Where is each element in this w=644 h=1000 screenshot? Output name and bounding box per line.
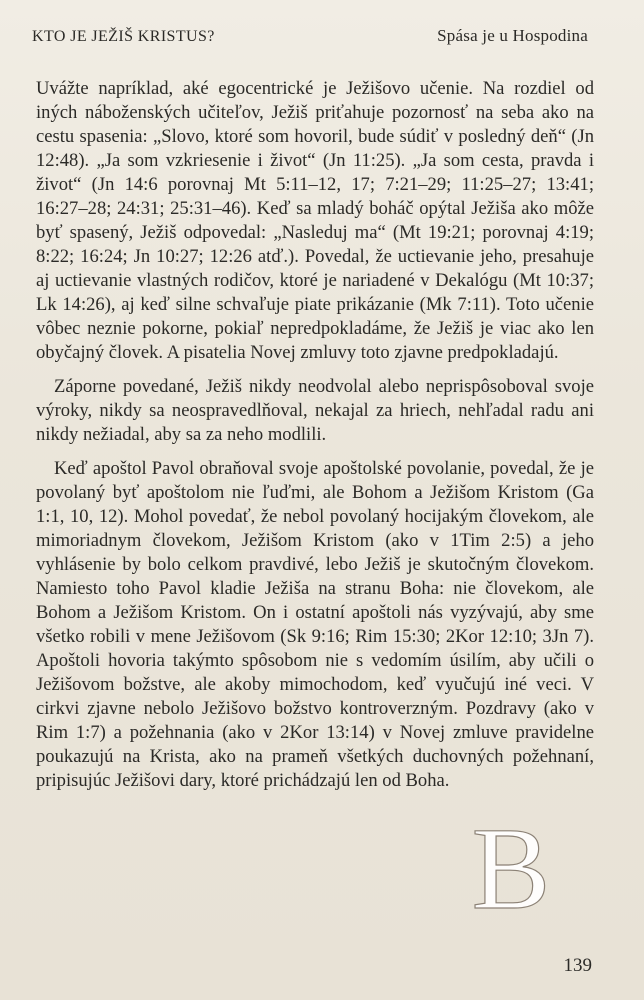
book-title: KTO JE JEŽIŠ KRISTUS? [32, 28, 215, 45]
running-header [32, 26, 588, 46]
paragraph-2: Záporne povedané, Ježiš nikdy neodvolal alebo neprispôsoboval svoje výroky, nikdy sa neospravedlňoval, nekajal za hriech, nehľadal radu ani nikdy nežiadal, aby sa za neho modlili. [36, 376, 594, 445]
paragraph-1: Uvážte napríklad, aké egocentrické je Ježišovo učenie. Na rozdiel od iných náboženských učiteľov, Ježiš priťahuje pozornosť na seba ako na cestu spasenia: „Slovo, ktoré som hovoril, bude súdiť v posledný deň“ (Jn 12:48). „Ja som vzkriesenie i život“ (Jn 11:25). „Ja som cesta, pravda i život“ (Jn 14:6 porovnaj Mt 5:11–12, 17; 7:21–29; 11:25–27; 13:41; 16:27–28; 24:31; 25:31–46). Keď sa mladý boháč opýtal Ježiša ako môže byť spasený, Ježiš odpovedal: „Nasleduj ma“ (Mt 19:21; porovnaj 4:19; 8:22; 16:24; Jn 10:27; 12:26 atď.). Povedal, že uctievanie jeho, presahuje aj uctievanie vlastných rodičov, ktoré je nariadené v Dekalógu (Mt 10:37; Lk 14:26), aj keď silne schvaľuje piate prikázanie (Mk 7:11). Toto učenie vôbec neznie pokorne, pokiaľ nepredpokladáme, že Ježiš je viac ako len obyčajný človek. A pisatelia Novej zmluvy toto zjavne predpokladajú. [36, 78, 594, 363]
watermark-b-logo [443, 816, 579, 920]
watermark-letter: B [471, 816, 551, 920]
body-text [36, 77, 594, 803]
paragraph-3: Keď apoštol Pavol obraňoval svoje apoštolské povolanie, povedal, že je povolaný byť apoštolom nie ľuďmi, ale Bohom a Ježišom Kristom (Ga 1:1, 10, 12). Mohol povedať, že nebol povolaný hocijakým človekom, ale mimoriadnym človekom, Ježišom Kristom (ako v 1Tim 2:5) a jeho vyhlásenie by bolo celkom pravdivé, lebo Ježiš je skutočným človekom. Namiesto toho Pavol kladie Ježiša na stranu Boha: nie človekom, ale Bohom a Ježišom Kristom. On i ostatní apoštoli nás vyzývajú, aby sme všetko robili v mene Ježišovom (Sk 9:16; Rim 15:30; 2Kor 12:10; 3Jn 7). Apoštoli hovoria takýmto spôsobom nie s vedomím úsilím, aby učili o Ježišovom božstve, ale akoby mimochodom, keď vyučujú iné veci. V cirkvi zjavne nebolo Ježišovo božstvo kontroverzným. Pozdravy (ako v Rim 1:7) a požehnania (ako v 2Kor 13:14) v Novej zmluve pravidelne poukazujú na Krista, ako na prameň všetkých duchovných požehnaní, pripisujúc Ježišovi dary, ktoré prichádzajú len od Boha. [36, 458, 594, 791]
page-number: 139 [563, 955, 592, 976]
chapter-title: Spása je u Hospodina [437, 26, 588, 45]
